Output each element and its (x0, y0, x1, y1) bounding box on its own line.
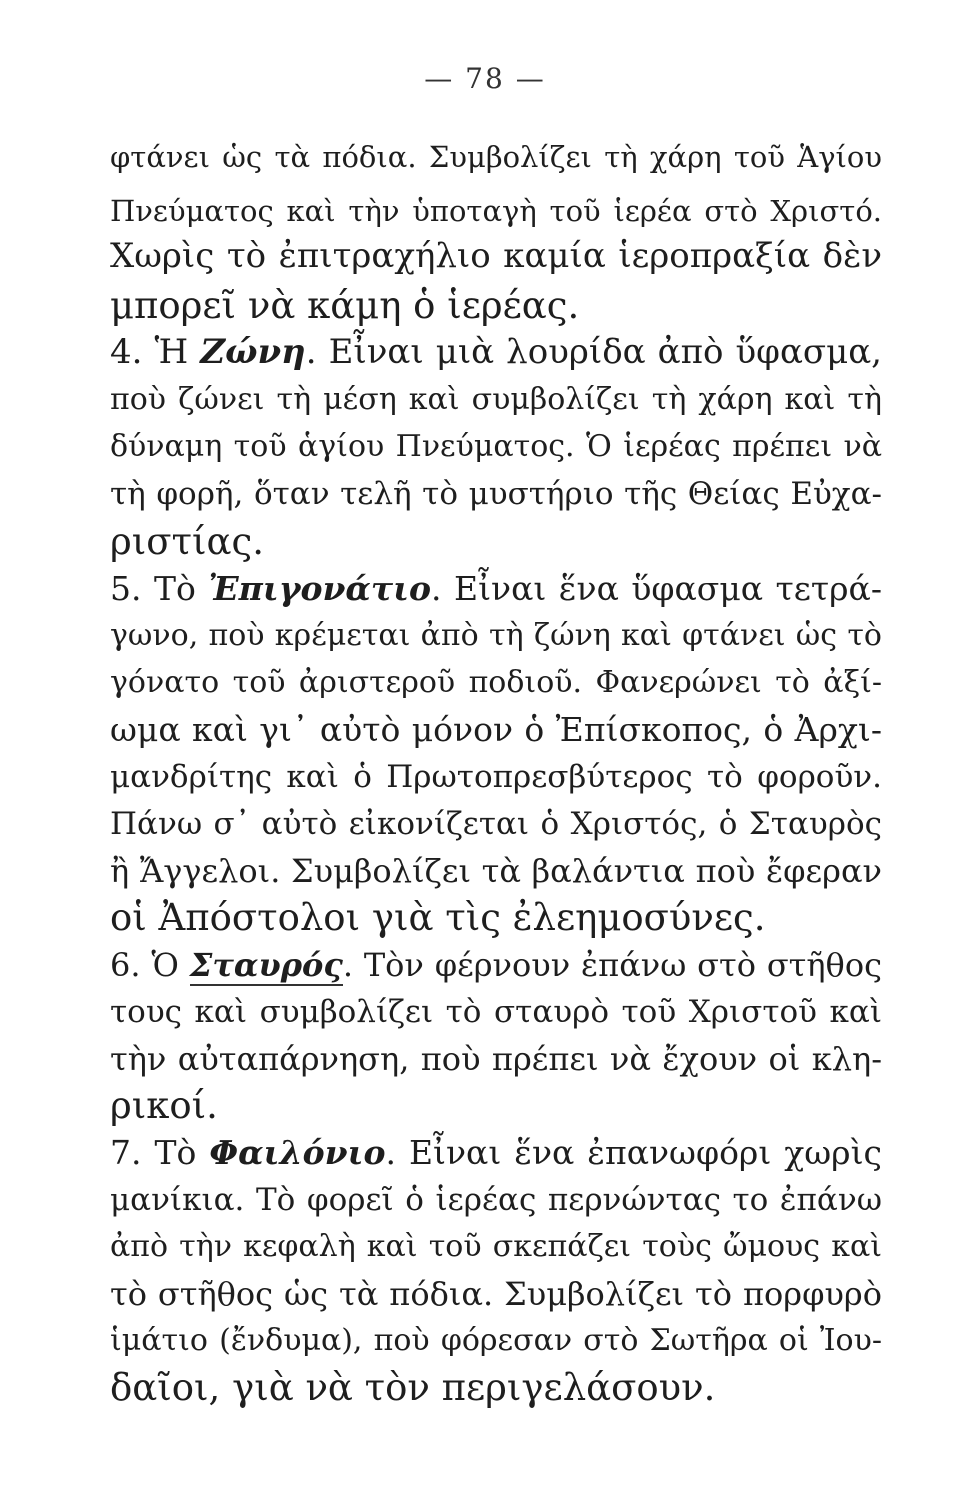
text-line-14: μανδρίτης καὶ ὁ Πρωτοπρεσβύτερος τὸ φοροῦν. (110, 759, 882, 795)
text-line-15: Πάνω σ᾿ αὐτὸ εἰκονίζεται ὁ Χριστός, ὁ Σταυρὸς (110, 806, 882, 842)
term-zoni: Ζώνη (200, 332, 306, 372)
text-line-9: ριστίας. (110, 520, 264, 563)
text-line-1: φτάνει ὡς τὰ πόδια. Συμβολίζει τὴ χάρη τοῦ Ἁγίου (110, 140, 882, 174)
page-number: — 78 — (424, 62, 546, 95)
item-number: 5. Τὸ (110, 569, 209, 608)
text-line-16: ἢ Ἄγγελοι. Συμβολίζει τὰ βαλάντια ποὺ ἔφεραν (110, 852, 882, 890)
text-line-21: ρικοί. (110, 1084, 218, 1127)
line-rest: . Εἶναι μιὰ λουρίδα ἀπὸ ὕφασμα, (305, 332, 882, 372)
item-number: 7. Τὸ (110, 1133, 210, 1172)
text-line-7: δύναμη τοῦ ἁγίου Πνεύματος. Ὁ ἱερέας πρέπει νὰ (110, 429, 882, 464)
term-epigonatio: Ἐπιγονάτιο (208, 569, 432, 608)
term-failonio: Φαιλόνιο (209, 1133, 386, 1172)
text-line-8: τὴ φορῆ, ὅταν τελῆ τὸ μυστήριο τῆς Θείας Εὐχα- (110, 476, 882, 512)
text-line-6: ποὺ ζώνει τὴ μέση καὶ συμβολίζει τὴ χάρη καὶ τὴ (110, 382, 882, 417)
text-line-23: μανίκια. Τὸ φορεῖ ὁ ἱερέας περνώντας το ἐπάνω (110, 1182, 882, 1218)
text-line-18 (110, 941, 882, 989)
item-number: 6. Ὁ (110, 946, 190, 984)
text-line-2: Πνεύματος καὶ τὴν ὑποταγὴ τοῦ ἱερέα στὸ Χριστό. (110, 194, 882, 228)
text-line-3: Χωρὶς τὸ ἐπιτραχήλιο καμία ἱεροπραξία δὲν (110, 236, 882, 276)
item-number: 4. Ἡ (110, 332, 201, 372)
term-stavros: Σταυρός (189, 946, 343, 984)
text-line-20: τὴν αὐταπάρνηση, ποὺ πρέπει νὰ ἔχουν οἱ κλη- (110, 1040, 882, 1078)
text-line-25: τὸ στῆθος ὡς τὰ πόδια. Συμβολίζει τὸ πορφυρὸ (110, 1275, 882, 1313)
text-line-19: τους καὶ συμβολίζει τὸ σταυρὸ τοῦ Χριστοῦ καὶ (110, 994, 882, 1030)
text-line-22 (110, 1129, 882, 1177)
text-line-27: δαῖοι, γιὰ νὰ τὸν περιγελάσουν. (110, 1366, 716, 1409)
text-line-4: μπορεῖ νὰ κάμη ὁ ἱερέας. (110, 284, 580, 327)
text-line-10 (110, 565, 882, 613)
text-line-17: οἱ Ἀπόστολοι γιὰ τὶς ἐλεημοσύνες. (110, 896, 766, 939)
text-line-24: ἀπὸ τὴν κεφαλὴ καὶ τοῦ σκεπάζει τοὺς ὤμους καὶ (110, 1229, 882, 1264)
text-line-11: γωνο, ποὺ κρέμεται ἀπὸ τὴ ζώνη καὶ φτάνει ὡς τὸ (110, 618, 882, 653)
text-line-26: ἱμάτιο (ἔνδυμα), ποὺ φόρεσαν στὸ Σωτῆρα οἱ Ἰου- (110, 1323, 882, 1358)
line-rest: . Τὸν φέρνουν ἐπάνω στὸ στῆθος (342, 946, 882, 984)
text-line-13: ωμα καὶ γι᾿ αὐτὸ μόνον ὁ Ἐπίσκοπος, ὁ Ἀρχι- (110, 710, 882, 749)
text-line-5 (110, 328, 882, 376)
text-line-12: γόνατο τοῦ ἀριστεροῦ ποδιοῦ. Φανερώνει τὸ ἀξί- (110, 665, 882, 700)
line-rest: . Εἶναι ἕνα ὕφασμα τετρά- (431, 569, 882, 608)
line-rest: . Εἶναι ἕνα ἐπανωφόρι χωρὶς (385, 1133, 882, 1172)
